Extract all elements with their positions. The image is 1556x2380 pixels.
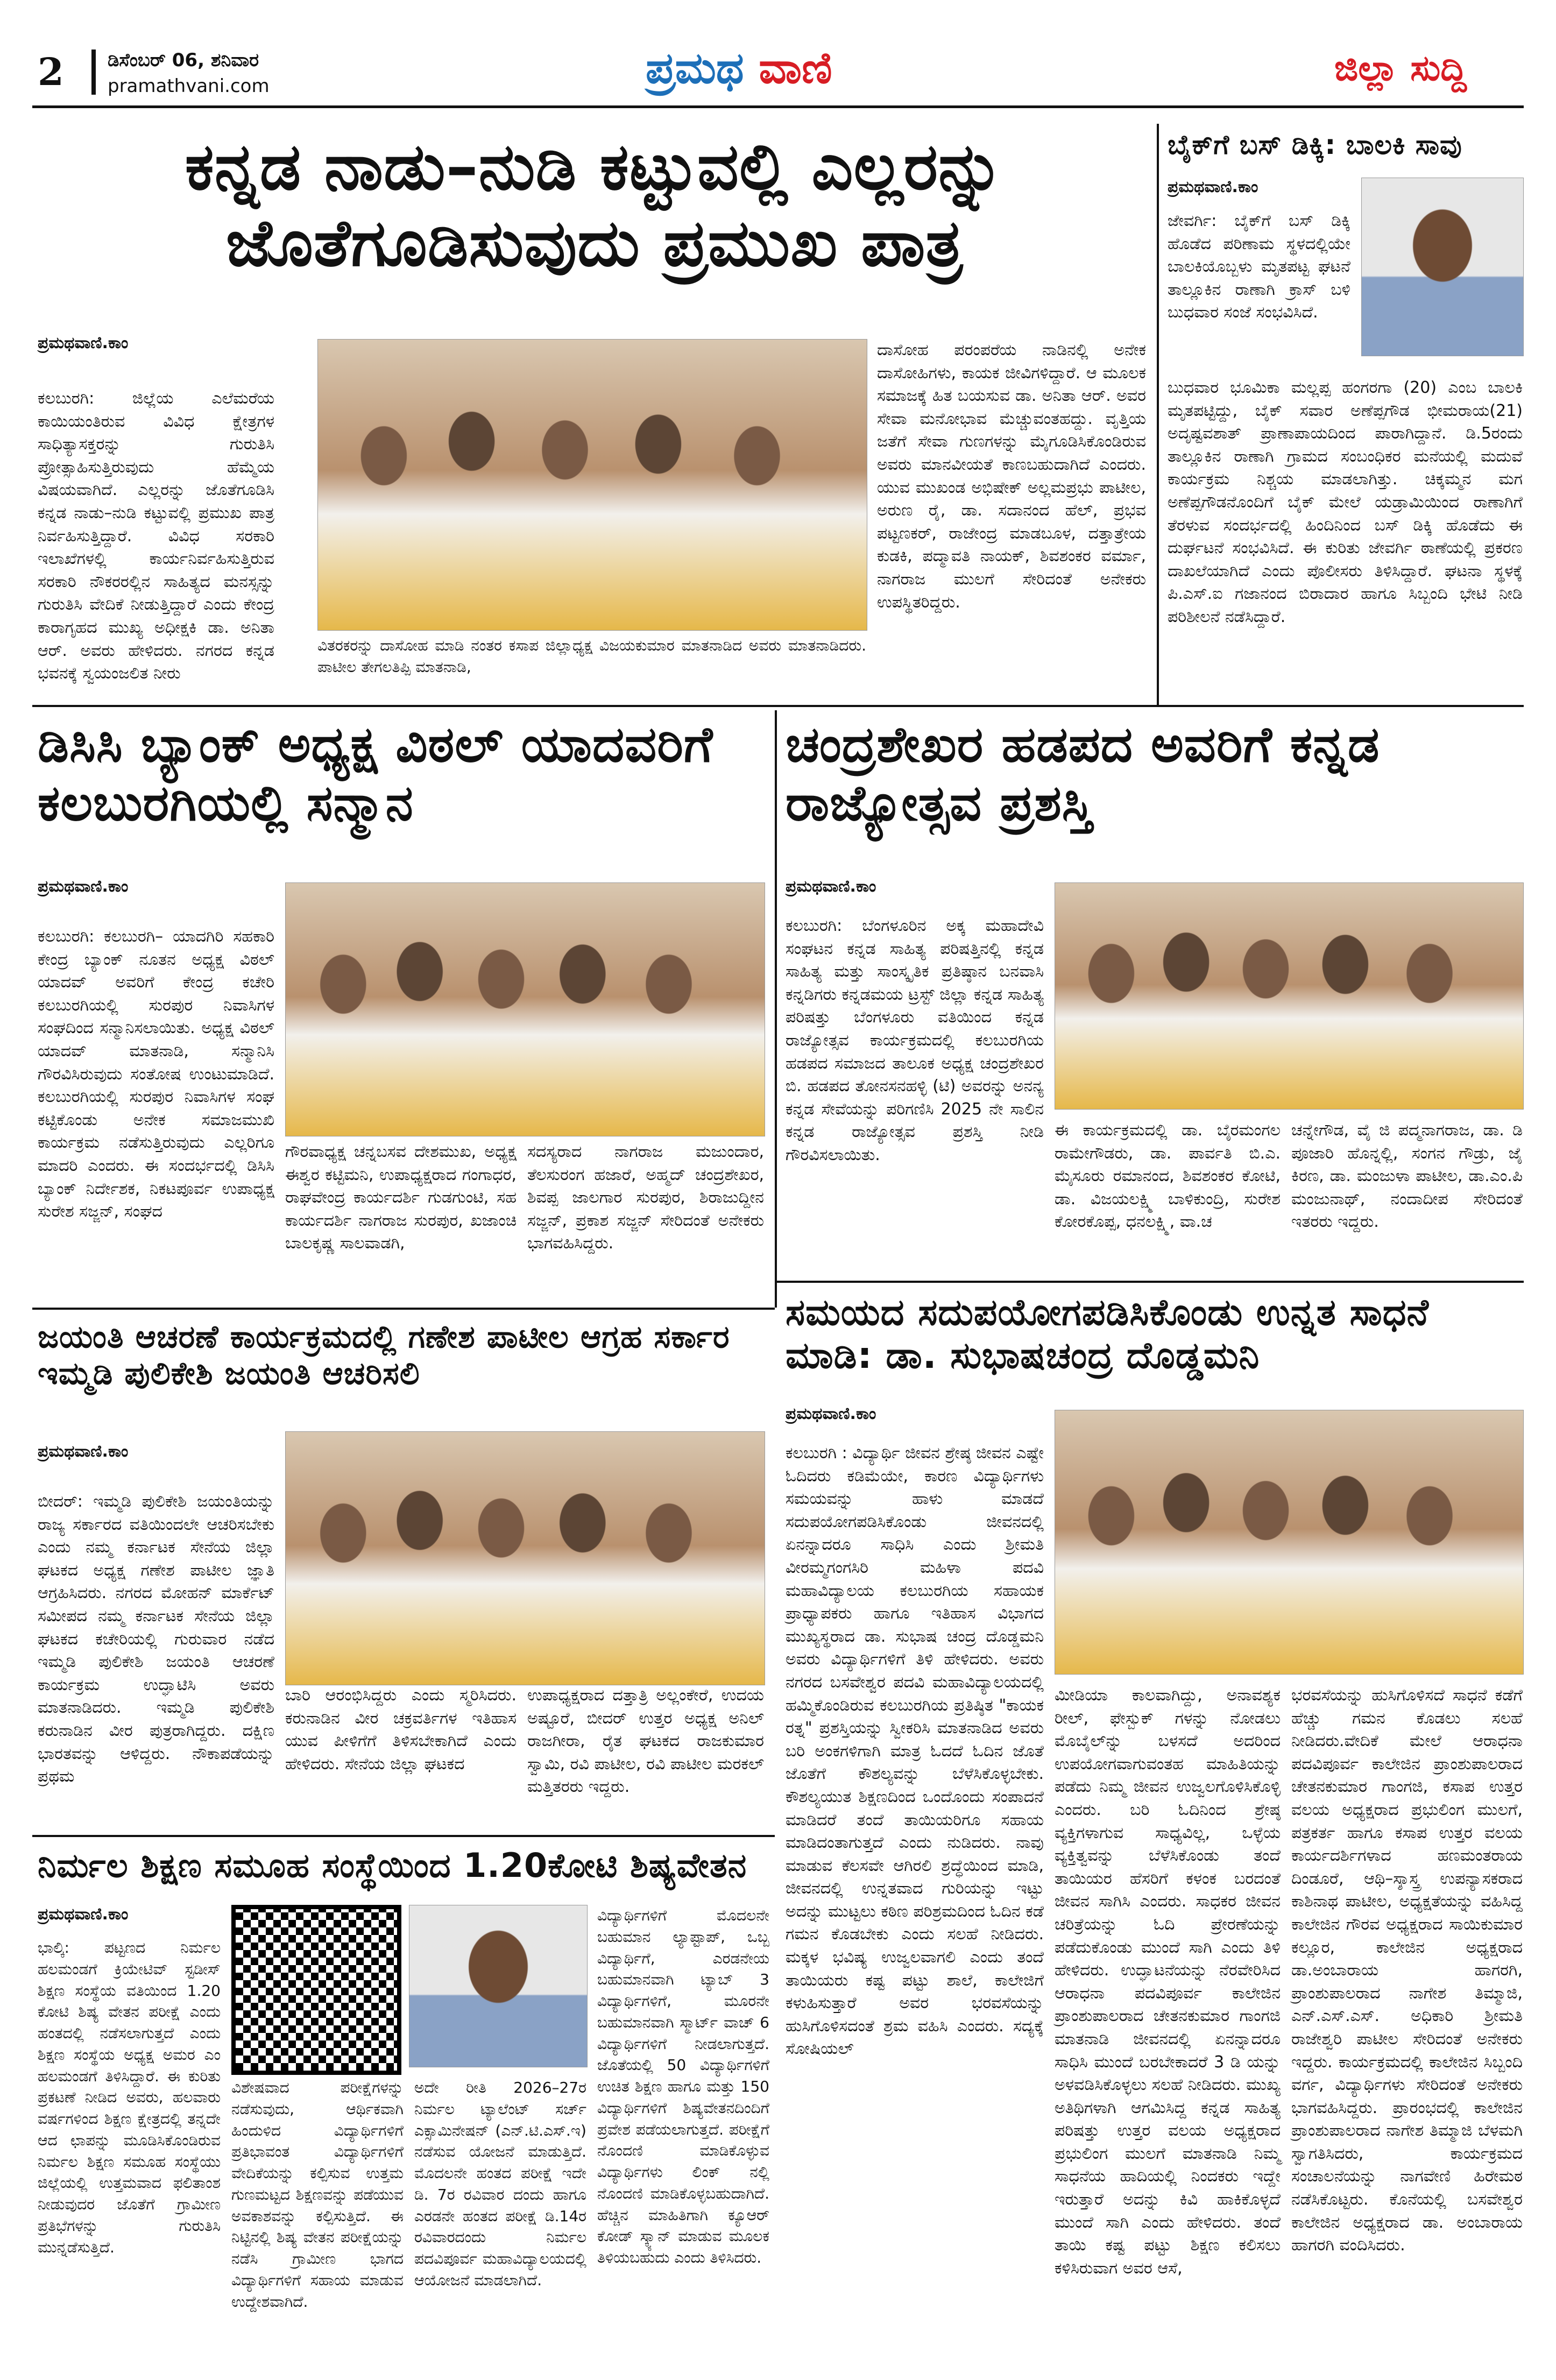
issue-date: ಡಿಸೆಂಬರ್ 06, ಶನಿವಾರ xyxy=(108,50,259,71)
row-divider-1 xyxy=(32,705,1524,707)
story2-photo xyxy=(1361,178,1524,356)
story6-column-1: ಕಲಬುರಗಿ : ವಿದ್ಯಾರ್ಥಿ ಜೀವನ ಶ್ರೇಷ್ಠ ಜೀವನ ಎಷ್ಟೇ ಓದಿದರು ಕಡಿಮೆಯೇ, ಕಾರಣ ವಿದ್ಯಾರ್ಥಿಗಳು ಸಮಯವನ್ನು ಹಾಳು ಮಾಡದೆ ಸದುಪಯೋಗಪಡಿಸಿಕೊಂಡು ಜೀವನದಲ್ಲಿ ಏನನ್ನಾದರೂ ಸಾಧಿಸಿ ಎಂದು ಶ್ರೀಮತಿ ವೀರಮ್ಮಗಂಗಸಿರಿ ಮಹಿಳಾ ಪದವಿ ಮಹಾವಿದ್ಯಾಲಯ ಕಲಬುರಗಿಯ ಸಹಾಯಕ ಪ್ರಾಧ್ಯಾಪಕರು ಹಾಗೂ ಇತಿಹಾಸ ವಿಭಾಗದ ಮುಖ್ಯಸ್ಥರಾದ ಡಾ. ಸುಭಾಷ ಚಂದ್ರ ದೊಡ್ಡಮನಿ ಅವರು ವಿದ್ಯಾರ್ಥಿಗಳಿಗೆ ತಿಳಿ ಹೇಳಿದರು. ಅವರು ನಗರದ ಬಸವೇಶ್ವರ ಪದವಿ ಮಹಾವಿದ್ಯಾಲಯದಲ್ಲಿ ಹಮ್ಮಿಕೊಂಡಿರುವ ಕಲಬುರಗಿಯ ಪ್ರತಿಷ್ಠಿತ "ಕಾಯಕ ರತ್ನ" ಪ್ರಶಸ್ತಿಯನ್ನು ಸ್ವೀಕರಿಸಿ ಮಾತನಾಡಿದ ಅವರು ಬರಿ ಅಂಕಗಳಿಗಾಗಿ ಮಾತ್ರ ಓದದೆ ಓದಿನ ಜೊತೆ ಜೊತೆಗೆ ಕೌಶಲ್ಯವನ್ನು ಬೆಳೆಸಿಕೊಳ್ಳಬೇಕು. ಕೌಶಲ್ಯಯುತ ಶಿಕ್ಷಣದಿಂದ ಒಂದೊಂದು ಸಂಪಾದನೆ ಮಾಡಿದರೆ ತಂದೆ ತಾಯಿಯರಿಗೂ ಸಹಾಯ ಮಾಡಿದಂತಾಗುತ್ತದೆ ಎಂದು ನುಡಿದರು. ನಾವು ಮಾಡುವ ಕೆಲಸವೇ ಆಗಿರಲಿ ಶ್ರದ್ಧೆಯಿಂದ ಮಾಡಿ, ಜೀವನದಲ್ಲಿ ಉನ್ನತವಾದ ಗುರಿಯನ್ನು ಇಟ್ಟು ಅದನ್ನು ಮುಟ್ಟಲು ಕಠಿಣ ಪರಿಶ್ರಮದಿಂದ ಓದಿನ ಕಡೆ ಗಮನ ಕೊಡಬೇಕು ಎಂದು ಸಲಹೆ ನೀಡಿದರು. ಮಕ್ಕಳ ಭವಿಷ್ಯ ಉಜ್ವಲವಾಗಲಿ ಎಂದು ತಂದೆ ತಾಯಿಯರು ಕಷ್ಟ ಪಟ್ಟು ಶಾಲೆ, ಕಾಲೇಜಿಗೆ ಕಳುಹಿಸುತ್ತಾರೆ ಅವರ ಭರವಸೆಯನ್ನು ಹುಸಿಗೊಳಿಸದಂತೆ ಶ್ರಮ ವಹಿಸಿ ಎಂದರು. ಸದ್ಯಕ್ಕೆ ಸೋಷಿಯಲ್ xyxy=(786,1444,1044,2059)
row-divider-4 xyxy=(32,1835,775,1837)
story6-photo xyxy=(1055,1410,1524,1675)
story6-column-2: ಮೀಡಿಯಾ ಕಾಲವಾಗಿದ್ದು, ಅನಾವಶ್ಯಕ ರೀಲ್, ಫೇಸ್ಬುಕ್ ಗಳನ್ನು ನೋಡಲು ಮೊಬೈಲ್‌ನ್ನು ಬಳಸದೆ ಅದರಿಂದ ಉಪಯೋಗವಾಗುವಂತಹ ಮಾಹಿತಿಯನ್ನು ಪಡೆದು ನಿಮ್ಮ ಜೀವನ ಉಜ್ವಲಗೊಳಿಸಿಕೊಳ್ಳಿ ಎಂದರು. ಬರಿ ಓದಿನಿಂದ ಶ್ರೇಷ್ಠ ವ್ಯಕ್ತಿಗಳಾಗುವ ಸಾಧ್ಯವಿಲ್ಲ, ಒಳ್ಳೆಯ ವ್ಯಕ್ತಿತ್ವವನ್ನು ಬೆಳೆಸಿಕೊಂಡು ತಂದೆ ತಾಯಿಯರ ಹೆಸರಿಗೆ ಕಳಂಕ ಬರದಂತೆ ಜೀವನ ಸಾಗಿಸಿ ಎಂದರು. ಸಾಧಕರ ಜೀವನ ಚರಿತ್ರೆಯನ್ನು ಓದಿ ಪ್ರೇರಣೆಯನ್ನು ಪಡೆದುಕೊಂಡು ಮುಂದೆ ಸಾಗಿ ಎಂದು ತಿಳಿ ಹೇಳಿದರು. ಉದ್ಘಾಟನೆಯನ್ನು ನೆರವೇರಿಸಿದ ಆರಾಧನಾ ಪದವಿಪೂರ್ವ ಕಾಲೇಜಿನ ಪ್ರಾಂಶುಪಾಲರಾದ ಚೇತನಕುಮಾರ ಗಾಂಗಜಿ ಮಾತನಾಡಿ ಜೀವನದಲ್ಲಿ ಏನನ್ನಾದರೂ ಸಾಧಿಸಿ ಮುಂದೆ ಬರಬೇಕಾದರೆ 3 ಡಿ ಯನ್ನು ಅಳವಡಿಸಿಕೊಳ್ಳಲು ಸಲಹೆ ನೀಡಿದರು. ಮುಖ್ಯ ಅತಿಥಿಗಳಾಗಿ ಆಗಮಿಸಿದ್ದ ಕನ್ನಡ ಸಾಹಿತ್ಯ ಪರಿಷತ್ತು ಉತ್ತರ ವಲಯ ಅಧ್ಯಕ್ಷರಾದ ಪ್ರಭುಲಿಂಗ ಮುಲಗೆ ಮಾತನಾಡಿ ನಿಮ್ಮ ಸಾಧನೆಯ ಹಾದಿಯಲ್ಲಿ ನಿಂದಕರು ಇದ್ದೇ ಇರುತ್ತಾರೆ ಅದನ್ನು ಕಿವಿ ಹಾಕಿಕೊಳ್ಳದೆ ಮುಂದೆ ಸಾಗಿ ಎಂದು ಹೇಳಿದರು. ತಂದೆ ತಾಯಿ ಕಷ್ಟ ಪಟ್ಟು ಶಿಕ್ಷಣ ಕಲಿಸಲು ಕಳಿಸಿರುವಾಗ ಅವರ ಆಸೆ, xyxy=(1055,1686,1281,2278)
story2-byline: ಪ್ರಮಥವಾಣಿ.ಕಾಂ xyxy=(1168,178,1258,196)
story5-byline: ಪ್ರಮಥವಾಣಿ.ಕಾಂ xyxy=(38,1442,129,1461)
story5-column-2: ಬಾರಿ ಆರಂಭಿಸಿದ್ದರು ಎಂದು ಸ್ಮರಿಸಿದರು. ಕರುನಾಡಿನ ವೀರ ಚಕ್ರವರ್ತಿಗಳ ಇತಿಹಾಸ ಯುವ ಪೀಳಿಗೆಗೆ ತಿಳಿಸಬೇಕಾಗಿದೆ ಎಂದು ಹೇಳಿದರು. ಸೇನೆಯ ಜಿಲ್ಲಾ ಘಟಕದ xyxy=(285,1686,517,1774)
story1-caption: ವಿತರಕರನ್ನು ದಾಸೋಹ ಮಾಡಿ ನಂತರ ಕಸಾಪ ಜಿಲ್ಲಾಧ್ಯಕ್ಷ ವಿಜಯಕುಮಾರ ಮಾತನಾಡಿದ ಅವರು ಮಾತನಾಡಿದರು. ಪಾಟೀಲ ತೇಗಲತಿಪ್ಪಿ ಮಾತನಾಡಿ, xyxy=(317,637,866,676)
header-rule xyxy=(32,105,1524,108)
story3-column-1: ಕಲಬುರಗಿ: ಕಲಬುರಗಿ– ಯಾದಗಿರಿ ಸಹಕಾರಿ ಕೇಂದ್ರ ಬ್ಯಾಂಕ್ ನೂತನ ಅಧ್ಯಕ್ಷ ವಿಠಲ್ ಯಾದವ್ ಅವರಿಗೆ ಕೇಂದ್ರ ಕಚೇರಿ ಕಲಬುರಗಿಯಲ್ಲಿ ಸುರಪುರ ನಿವಾಸಿಗಳ ಸಂಘದಿಂದ ಸನ್ಮಾನಿಸಲಾಯಿತು. ಅಧ್ಯಕ್ಷ ವಿಠಲ್ ಯಾದವ್ ಮಾತನಾಡಿ, ಸನ್ಮಾನಿಸಿ ಗೌರವಿಸಿರುವುದು ಸಂತೋಷ ಉಂಟುಮಾಡಿದೆ. ಕಲಬುರಗಿಯಲ್ಲಿ ಸುರಪುರ ನಿವಾಸಿಗಳ ಸಂಘ ಕಟ್ಟಿಕೊಂಡು ಅನೇಕ ಸಮಾಜಮುಖಿ ಕಾರ್ಯಕ್ರಮ ನಡೆಸುತ್ತಿರುವುದು ಎಲ್ಲರಿಗೂ ಮಾದರಿ ಎಂದರು. ಈ ಸಂದರ್ಭದಲ್ಲಿ ಡಿಸಿಸಿ ಬ್ಯಾಂಕ್ ನಿರ್ದೇಶಕ, ನಿಕಟಪೂರ್ವ ಉಪಾಧ್ಯಕ್ಷ ಸುರೇಶ ಸಜ್ಜನ್, ಸಂಘದ xyxy=(38,927,274,1221)
column-divider xyxy=(1157,124,1159,705)
column-divider-2 xyxy=(775,710,777,1308)
story3-column-3: ಸದಸ್ಯರಾದ ನಾಗರಾಜ ಮಜುಂದಾರ, ತೆಲಸುರಂಗ ಹಜಾರೆ, ಅಹ್ಮದ್ ಚಂದ್ರಶೇಖರ, ಶಿವಪ್ಪ ಜಾಲಗಾರ ಸುರಪುರ, ಶಿರಾಜುದ್ದೀನ ಸಜ್ಜನ್, ಪ್ರಕಾಶ ಸಜ್ಜನ್ ಸೇರಿದಂತೆ ಅನೇಕರು ಭಾಗವಹಿಸಿದ್ದರು. xyxy=(527,1142,764,1253)
story3-headline: ಡಿಸಿಸಿ ಬ್ಯಾಂಕ್ ಅಧ್ಯಕ್ಷ ವಿಠಲ್ ಯಾದವರಿಗೆ ಕಲಬುರಗಿಯಲ್ಲಿ ಸನ್ಮಾನ xyxy=(38,716,713,832)
story5-headline: ಜಯಂತಿ ಆಚರಣೆ ಕಾರ್ಯಕ್ರಮದಲ್ಲಿ ಗಣೇಶ ಪಾಟೀಲ ಆಗ್ರಹ ಸರ್ಕಾರ ಇಮ್ಮಡಿ ಪುಲಿಕೇಶಿ ಜಯಂತಿ ಆಚರಿಸಲಿ xyxy=(38,1318,730,1392)
row-divider-2 xyxy=(32,1308,775,1310)
story1-column-1: ಕಲಬುರಗಿ: ಜಿಲ್ಲೆಯ ಎಲೆಮರೆಯ ಕಾಯಿಯಂತಿರುವ ವಿವಿಧ ಕ್ಷೇತ್ರಗಳ ಸಾಧಿತ್ಯಾಸಕ್ತರನ್ನು ಗುರುತಿಸಿ ಪ್ರೋತ್ಸಾಹಿಸುತ್ತಿರುವುದು ಹೆಮ್ಮೆಯ ವಿಷಯವಾಗಿದೆ. ಎಲ್ಲರನ್ನು ಜೊತೆಗೂಡಿಸಿ ಕನ್ನಡ ನಾಡು–ನುಡಿ ಕಟ್ಟುವಲ್ಲಿ ಪ್ರಮುಖ ಪಾತ್ರ ನಿರ್ವಹಿಸುತ್ತಿದ್ದಾರೆ. ವಿವಿಧ ಸರಕಾರಿ ಇಲಾಖೆಗಳಲ್ಲಿ ಕಾರ್ಯನಿರ್ವಹಿಸುತ್ತಿರುವ ಸರಕಾರಿ ನೌಕರರಲ್ಲಿನ ಸಾಹಿತ್ಯದ ಮನಸ್ಸನ್ನು ಗುರುತಿಸಿ ವೇದಿಕೆ ನೀಡುತ್ತಿದ್ದಾರೆ ಎಂದು ಕೇಂದ್ರ ಕಾರಾಗೃಹದ ಮುಖ್ಯ ಅಧೀಕ್ಷಕಿ ಡಾ. ಅನಿತಾ ಆರ್. ಅವರು ಹೇಳಿದರು. ನಗರದ ಕನ್ನಡ ಭವನಕ್ಕೆ ಸ್ವಯಂಜಲಿತ ನೀರು xyxy=(38,389,274,683)
story6-column-3: ಭರವಸೆಯನ್ನು ಹುಸಿಗೊಳಿಸದೆ ಸಾಧನೆ ಕಡೆಗೆ ಹೆಚ್ಚು ಗಮನ ಕೊಡಲು ಸಲಹೆ ನೀಡಿದರು.ವೇದಿಕೆ ಮೇಲೆ ಆರಾಧನಾ ಪದವಿಪೂರ್ವ ಕಾಲೇಜಿನ ಪ್ರಾಂಶುಪಾಲರಾದ ಚೇತನಕುಮಾರ ಗಾಂಗಜಿ, ಕಸಾಪ ಉತ್ತರ ವಲಯ ಅಧ್ಯಕ್ಷರಾದ ಪ್ರಭುಲಿಂಗ ಮುಲಗೆ, ಪತ್ರಕರ್ತ ಹಾಗೂ ಕಸಾಪ ಉತ್ತರ ವಲಯ ಕಾರ್ಯದರ್ಶಿಗಳಾದ ಹಣಮಂತರಾಯ ದಿಂಡೂರೆ, ಆಥಿ–ಸ್ಶಾಸ್ತ್ರ ಉಪನ್ಯಾಸಕರಾದ ಕಾಶಿನಾಥ ಪಾಟೀಲ, ಅಧ್ಯಕ್ಷತೆಯನ್ನು ವಹಿಸಿದ್ದ ಕಾಲೇಜಿನ ಗೌರವ ಅಧ್ಯಕ್ಷರಾದ ಸಾಯಿಕುಮಾರ ಕಲ್ಲೂರ, ಕಾಲೇಜಿನ ಅಧ್ಯಕ್ಷರಾದ ಡಾ.ಅಂಬಾರಾಯ ಹಾಗರಗಿ, ಪ್ರಾಂಶುಪಾಲರಾದ ನಾಗೇಶ ತಿಮ್ಮಾಜಿ, ಎನ್.ಎಸ್.ಎಸ್. ಅಧಿಕಾರಿ ಶ್ರೀಮತಿ ರಾಜೇಶ್ವರಿ ಪಾಟೀಲ ಸೇರಿದಂತೆ ಅನೇಕರು ಇದ್ದರು. ಕಾರ್ಯಕ್ರಮದಲ್ಲಿ ಕಾಲೇಜಿನ ಸಿಬ್ಬಂದಿ ವರ್ಗ, ವಿದ್ಯಾರ್ಥಿಗಳು ಸೇರಿದಂತೆ ಅನೇಕರು ಭಾಗವಹಿಸಿದ್ದರು. ಪ್ರಾರಂಭದಲ್ಲಿ ಕಾಲೇಜಿನ ಪ್ರಾಂಶುಪಾಲರಾದ ನಾಗೇಶ ತಿಮ್ಮಾಜಿ ಬೆಳಮಗಿ ಸ್ವಾಗತಿಸಿದರು, ಕಾರ್ಯಕ್ರಮದ ಸಂಚಾಲನೆಯನ್ನು ನಾಗವೇಣಿ ಹಿರೇಮಠ ನಡೆಸಿಕೊಟ್ಟರು. ಕೊನೆಯಲ್ಲಿ ಬಸವೇಶ್ವರ ಕಾಲೇಜಿನ ಅಧ್ಯಕ್ಷರಾದ ಡಾ. ಅಂಬಾರಾಯ ಹಾಗರಗಿ ವಂದಿಸಿದರು. xyxy=(1291,1686,1523,2255)
story4-column-2: ಈ ಕಾರ್ಯಕ್ರಮದಲ್ಲಿ ಡಾ. ಬೈರಮಂಗಲ ರಾಮೇಗೌಡರು, ಡಾ. ಪಾರ್ವತಿ ಬಿ.ಎ. ಮೈಸೂರು ರಮಾನಂದ, ಶಿವಶಂಕರ ಕೋಟಿ, ಡಾ. ವಿಜಯಲಕ್ಷ್ಮಿ ಬಾಳಿಕುಂದ್ರಿ, ಸುರೇಶ ಕೋರಕೊಪ್ಪ, ಧನಲಕ್ಷ್ಮಿ, ವಾ.ಚ xyxy=(1055,1121,1281,1232)
story3-column-2: ಗೌರವಾಧ್ಯಕ್ಷ ಚನ್ನಬಸವ ದೇಶಮುಖ, ಅಧ್ಯಕ್ಷ ಈಶ್ವರ ಕಟ್ಟಿಮನಿ, ಉಪಾಧ್ಯಕ್ಷರಾದ ಗಂಗಾಧರ, ರಾಘವೇಂದ್ರ ಕಾರ್ಯದರ್ಶಿ ಗುಡಗುಂಟಿ, ಸಹ ಕಾರ್ಯದರ್ಶಿ ನಾಗರಾಜ ಸುರಪುರ, ಖಜಾಂಚಿ ಬಾಲಕೃಷ್ಣ ಸಾಲವಾಡಗಿ, xyxy=(285,1142,517,1253)
story2-side-text: ಜೇವರ್ಗಿ: ಬೈಕ್‌ಗೆ ಬಸ್ ಡಿಕ್ಕಿ ಹೊಡೆದ ಪರಿಣಾಮ ಸ್ಥಳದಲ್ಲಿಯೇ ಬಾಲಕಿಯೊಬ್ಬಳು ಮೃತಪಟ್ಟ ಘಟನೆ ತಾಲ್ಲೂಕಿನ ರಾಣಾಗಿ ಕ್ರಾಸ್ ಬಳಿ ಬುಧವಾರ ಸಂಜೆ ಸಂಭವಿಸಿದೆ. xyxy=(1168,211,1350,322)
story5-column-1: ಬೀದರ್: ಇಮ್ಮಡಿ ಪುಲಿಕೇಶಿ ಜಯಂತಿಯನ್ನು ರಾಜ್ಯ ಸರ್ಕಾರದ ವತಿಯಿಂದಲೇ ಆಚರಿಸಬೇಕು ಎಂದು ನಮ್ಮ ಕರ್ನಾಟಕ ಸೇನೆಯ ಜಿಲ್ಲಾ ಘಟಕದ ಅಧ್ಯಕ್ಷ ಗಣೇಶ ಪಾಟೀಲ ಜ್ಞಾತಿ ಆಗ್ರಹಿಸಿದರು. ನಗರದ ಮೋಹನ್ ಮಾರ್ಕೆಟ್ ಸಮೀಪದ ನಮ್ಮ ಕರ್ನಾಟಕ ಸೇನೆಯ ಜಿಲ್ಲಾ ಘಟಕದ ಕಚೇರಿಯಲ್ಲಿ ಗುರುವಾರ ನಡೆದ ಇಮ್ಮಡಿ ಪುಲಿಕೇಶಿ ಜಯಂತಿ ಆಚರಣೆ ಕಾರ್ಯಕ್ರಮ ಉದ್ಘಾಟಿಸಿ ಅವರು ಮಾತನಾಡಿದರು. ಇಮ್ಮಡಿ ಪುಲಿಕೇಶಿ ಕರುನಾಡಿನ ವೀರ ಪುತ್ರರಾಗಿದ್ದರು. ದಕ್ಷಿಣ ಭಾರತವನ್ನು ಆಳಿದ್ದರು. ನೌಕಾಪಡೆಯನ್ನು ಪ್ರಥಮ xyxy=(38,1492,274,1786)
masthead-part-1: ಪ್ರಮಥ xyxy=(646,43,744,93)
story1-photo xyxy=(317,339,867,631)
story4-column-1: ಕಲಬುರಗಿ: ಬೆಂಗಳೂರಿನ ಅಕ್ಕ ಮಹಾದೇವಿ ಸಂಘಟನ ಕನ್ನಡ ಸಾಹಿತ್ಯ ಪರಿಷತ್ತಿನಲ್ಲಿ ಕನ್ನಡ ಸಾಹಿತ್ಯ ಮತ್ತು ಸಾಂಸ್ಕೃತಿಕ ಪ್ರತಿಷ್ಠಾನ ಬನವಾಸಿ ಕನ್ನಡಿಗರು ಕನ್ನಡಮಯ ಟ್ರಸ್ಟ್ ಜಿಲ್ಲಾ ಕನ್ನಡ ಸಾಹಿತ್ಯ ಪರಿಷತ್ತು ಬೆಂಗಳೂರು ವತಿಯಿಂದ ಕನ್ನಡ ರಾಜ್ಯೋತ್ಸವ ಕಾರ್ಯಕ್ರಮದಲ್ಲಿ ಕಲಬುರಗಿಯ ಹಡಪದ ಸಮಾಜದ ತಾಲೂಕ ಅಧ್ಯಕ್ಷ ಚಂದ್ರಶೇಖರ ಬಿ. ಹಡಪದ ತೋನಸನಹಳ್ಳಿ (ಟಿ) ಅವರನ್ನು ಅನನ್ಯ ಕನ್ನಡ ಸೇವೆಯನ್ನು ಪರಿಗಣಿಸಿ 2025 ನೇ ಸಾಲಿನ ಕನ್ನಡ ರಾಜ್ಯೋತ್ಸವ ಪ್ರಶಸ್ತಿ ನೀಡಿ ಗೌರವಿಸಲಾಯಿತು. xyxy=(786,916,1044,1164)
story7-column-2: ವಿಶೇಷವಾದ ಪರೀಕ್ಷೆಗಳನ್ನು ನಡೆಸುವುದು, ಆರ್ಥಿಕವಾಗಿ ಹಿಂದುಳಿದ ವಿದ್ಯಾರ್ಥಿಗಳಿಗೆ ಪ್ರತಿಭಾವಂತ ವಿದ್ಯಾರ್ಥಿಗಳಿಗೆ ವೇದಿಕೆಯನ್ನು ಕಲ್ಪಿಸುವ ಉತ್ತಮ ಗುಣಮಟ್ಟದ ಶಿಕ್ಷಣವನ್ನು ಪಡೆಯುವ ಅವಕಾಶವನ್ನು ಕಲ್ಪಿಸುತ್ತಿದೆ. ಈ ನಿಟ್ಟಿನಲ್ಲಿ ಶಿಷ್ಯ ವೇತನ ಪರೀಕ್ಷೆಯನ್ನು ನಡೆಸಿ ಗ್ರಾಮೀಣ ಭಾಗದ ವಿದ್ಯಾರ್ಥಿಗಳಿಗೆ ಸಹಾಯ ಮಾಡುವ ಉದ್ದೇಶವಾಗಿದೆ. xyxy=(231,2079,404,2311)
story4-headline: ಚಂದ್ರಶೇಖರ ಹಡಪದ ಅವರಿಗೆ ಕನ್ನಡ ರಾಜ್ಯೋತ್ಸವ ಪ್ರಶಸ್ತಿ xyxy=(786,716,1380,832)
story6-byline: ಪ್ರಮಥವಾಣಿ.ಕಾಂ xyxy=(786,1404,876,1423)
story1-column-3: ದಾಸೋಹ ಪರಂಪರೆಯ ನಾಡಿನಲ್ಲಿ ಅನೇಕ ದಾಸೋಹಿಗಳು, ಕಾಯಕ ಜೀವಿಗಳಿದ್ದಾರೆ. ಆ ಮೂಲಕ ಸಮಾಜಕ್ಕೆ ಹಿತ ಬಯಸುವ ಡಾ. ಅನಿತಾ ಆರ್. ಅವರ ಸೇವಾ ಮನೋಭಾವ ಮೆಚ್ಚುವಂತಹದ್ದು. ವೃತ್ತಿಯ ಜತೆಗೆ ಸೇವಾ ಗುಣಗಳನ್ನು ಮೈಗೂಡಿಸಿಕೊಂಡಿರುವ ಅವರು ಮಾನವೀಯತೆ ಕಾಣಬಹುದಾಗಿದೆ ಎಂದರು. ಯುವ ಮುಖಂಡ ಅಭಿಷೇಕ್ ಅಲ್ಲಮಪ್ರಭು ಪಾಟೀಲ, ಅರುಣ ರೈ, ಡಾ. ಸದಾನಂದ ಹೆಲ್, ಪ್ರಭವ ಪಟ್ಟಣಕರ್, ರಾಜೇಂದ್ರ ಮಾಡಬೂಳ, ದತ್ತಾತ್ರೇಯ ಕುಡಕಿ, ಪದ್ಮಾವತಿ ನಾಯಕ್, ಶಿವಶಂಕರ ವರ್ಮಾ, ನಾಗರಾಜ ಮುಲಗೆ ಸೇರಿದಂತೆ ಅನೇಕರು ಉಪಸ್ಥಿತರಿದ್ದರು. xyxy=(877,341,1146,612)
story1-byline: ಪ್ರಮಥವಾಣಿ.ಕಾಂ xyxy=(38,334,129,352)
story1-headline: ಕನ್ನಡ ನಾಡು–ನುಡಿ ಕಟ್ಟುವಲ್ಲಿ ಎಲ್ಲರನ್ನು ಜೊತೆಗೂಡಿಸುವುದು ಪ್ರಮುಖ ಪಾತ್ರ xyxy=(185,130,1005,281)
story5-photo xyxy=(285,1431,765,1685)
story4-column-3: ಚನ್ನೇಗೌಡ, ವೈ ಜಿ ಪದ್ಮನಾಗರಾಜ, ಡಾ. ಡಿ ಪೂಜಾರಿ ಹೊನ್ನಲ್ಲಿ, ಸಂಗನ ಗೌಡ್ರು, ಜೈ ಕಿರಣ, ಡಾ. ಮಂಜುಳಾ ಪಾಟೀಲ, ಡಾ.ಎಂ.ಪಿ ಮಂಜುನಾಥ್, ನಂದಾದೀಪ ಸೇರಿದಂತೆ ಇತರರು ಇದ್ದರು. xyxy=(1291,1121,1523,1232)
story7-headline: ನಿರ್ಮಲ ಶಿಕ್ಷಣ ಸಮೂಹ ಸಂಸ್ಥೆಯಿಂದ 1.20ಕೋಟಿ ಶಿಷ್ಯವೇತನ xyxy=(38,1846,747,1885)
story2-body: ಬುಧವಾರ ಭೂಮಿಕಾ ಮಲ್ಲಪ್ಪ ಹಂಗರಗಾ (20) ಎಂಬ ಬಾಲಕಿ ಮೃತಪಟ್ಟಿದ್ದು, ಬೈಕ್ ಸವಾರ ಅಣೆಪ್ಪಗೌಡ ಭೀಮರಾಯ(21) ಅದೃಷ್ಟವಶಾತ್ ಪ್ರಾಣಾಪಾಯದಿಂದ ಪಾರಾಗಿದ್ದಾನೆ. ಡಿ.5ರಂದು ತಾಲ್ಲೂಕಿನ ರಾಣಾಗಿ ಗ್ರಾಮದ ಸಂಬಂಧಿಕರ ಮನೆಯಲ್ಲಿ ಮದುವೆ ಕಾರ್ಯಕ್ರಮ ನಿಶ್ಚಯ ಮಾಡಲಾಗಿತ್ತು. ಚಿಕ್ಕಮ್ಮನ ಮಗ ಅಣೆಪ್ಪಗೌಡನೊಂದಿಗೆ ಬೈಕ್ ಮೇಲೆ ಯಡ್ರಾಮಿಯಿಂದ ರಾಣಾಗಿಗೆ ತೆರಳುವ ಸಂದರ್ಭದಲ್ಲಿ ಹಿಂದಿನಿಂದ ಬಸ್ ಡಿಕ್ಕಿ ಹೊಡೆದು ಈ ದುರ್ಘಟನೆ ಸಂಭವಿಸಿದೆ. ಈ ಕುರಿತು ಜೇವರ್ಗಿ ಠಾಣೆಯಲ್ಲಿ ಪ್ರಕರಣ ದಾಖಲೆಯಾಗಿದೆ ಎಂದು ಪೊಲೀಸರು ತಿಳಿಸಿದ್ದಾರೆ. ಘಟನಾ ಸ್ಥಳಕ್ಕೆ ಪಿ.ಎಸ್.ಐ ಗಜಾನಂದ ಬಿರಾದಾರ ಹಾಗೂ ಸಿಬ್ಬಂದಿ ಭೇಟಿ ನೀಡಿ ಪರಿಶೀಲನೆ ನಡೆಸಿದ್ದಾರೆ. xyxy=(1168,378,1523,626)
story4-photo xyxy=(1055,882,1524,1110)
story7-byline: ಪ್ರಮಥವಾಣಿ.ಕಾಂ xyxy=(38,1905,129,1924)
story3-byline: ಪ್ರಮಥವಾಣಿ.ಕಾಂ xyxy=(38,877,129,896)
masthead-logo xyxy=(646,43,832,94)
masthead-part-2: ವಾಣಿ xyxy=(759,43,832,93)
section-title: ಜಿಲ್ಲಾ ಸುದ್ದಿ xyxy=(1334,47,1467,89)
story7-column-3: ಅದೇ ರೀತಿ 2026–27ರ ನಿರ್ಮಲ ಟ್ಯಾಲೆಂಟ್ ಸರ್ಚ್ ಎಕ್ಸಾಮಿನೇಷನ್ (ಎನ್.ಟಿ.ಎಸ್.ಇ) ನಡೆಸುವ ಯೋಜನೆ ಮಾಡುತ್ತಿದೆ. ಮೊದಲನೇ ಹಂತದ ಪರೀಕ್ಷೆ ಇದೇ ಡಿ. 7ರ ರವಿವಾರ ದಂದು ಹಾಗೂ ಎರಡನೇ ಹಂತದ ಪರೀಕ್ಷೆ ಡಿ.14ರ ರವಿವಾರದಂದು ನಿರ್ಮಲ ಪದವಿಪೂರ್ವ ಮಹಾವಿದ್ಯಾಲಯದಲ್ಲಿ ಆಯೋಜನೆ ಮಾಡಲಾಗಿದೆ. xyxy=(414,2079,586,2289)
row-divider-3 xyxy=(777,1281,1524,1283)
story7-column-1: ಭಾಲ್ಕಿ: ಪಟ್ಟಣದ ನಿರ್ಮಲ ಹಲಮಂಡಗೆ ಕ್ರಿಯೇಟಿವ್ ಸ್ಟಡೀಸ್ ಶಿಕ್ಷಣ ಸಂಸ್ಥೆಯ ವತಿಯಿಂದ 1.20 ಕೋಟಿ ಶಿಷ್ಯ ವೇತನ ಪರೀಕ್ಷೆ ಎಂದು ಹಂತದಲ್ಲಿ ನಡೆಸಲಾಗುತ್ತದೆ ಎಂದು ಶಿಕ್ಷಣ ಸಂಸ್ಥೆಯ ಅಧ್ಯಕ್ಷ ಅಮರ ಎಂ ಹಲಮಂಡಗೆ ತಿಳಿಸಿದ್ದಾರೆ. ಈ ಕುರಿತು ಪ್ರಕಟಣೆ ನೀಡಿದ ಅವರು, ಹಲವಾರು ವರ್ಷಗಳಿಂದ ಶಿಕ್ಷಣ ಕ್ಷೇತ್ರದಲ್ಲಿ ತನ್ನದೇ ಆದ ಛಾಪನ್ನು ಮೂಡಿಸಿಕೊಂಡಿರುವ ನಿರ್ಮಲ ಶಿಕ್ಷಣ ಸಮೂಹ ಸಂಸ್ಥೆಯು ಜಿಲ್ಲೆಯಲ್ಲಿ ಉತ್ತಮವಾದ ಫಲಿತಾಂಶ ನೀಡುವುದರ ಜೊತೆಗೆ ಗ್ರಾಮೀಣ ಪ್ರತಿಭೆಗಳನ್ನು ಗುರುತಿಸಿ ಮುನ್ನಡೆಸುತ್ತಿದೆ. xyxy=(38,1939,221,2256)
story7-photo xyxy=(409,1905,588,2067)
qr-code[interactable] xyxy=(231,1905,401,2075)
page-number: 2 xyxy=(38,50,64,94)
story6-headline: ಸಮಯದ ಸದುಪಯೋಗಪಡಿಸಿಕೊಂಡು ಉನ್ನತ ಸಾಧನೆ ಮಾಡಿ: ಡಾ. ಸುಭಾಷಚಂದ್ರ ದೊಡ್ಡಮನಿ xyxy=(786,1291,1430,1378)
story7-column-4: ವಿದ್ಯಾರ್ಥಿಗಳಿಗೆ ಮೊದಲನೇ ಬಹುಮಾನ ಲ್ಯಾಪ್ಟಾಪ್, ಒಬ್ಬ ವಿದ್ಯಾರ್ಥಿಗೆ, ಎರಡನೇಯ ಬಹುಮಾನವಾಗಿ ಟ್ಯಾಬ್ 3 ವಿದ್ಯಾರ್ಥಿಗಳಿಗೆ, ಮೂರನೇ ಬಹುಮಾನವಾಗಿ ಸ್ಮಾರ್ಟ್ ವಾಚ್ 6 ವಿದ್ಯಾರ್ಥಿಗಳಿಗೆ ನೀಡಲಾಗುತ್ತದೆ. ಜೊತೆಯಲ್ಲಿ 50 ವಿದ್ಯಾರ್ಥಿಗಳಿಗೆ ಉಚಿತ ಶಿಕ್ಷಣ ಹಾಗೂ ಮತ್ತು 150 ವಿದ್ಯಾರ್ಥಿಗಳಿಗೆ ಶಿಷ್ಯವೇತನದಿಂದಿಗೆ ಪ್ರವೇಶ ಪಡೆಯಲಾಗುತ್ತದೆ. ಪರೀಕ್ಷೆಗೆ ನೊಂದಣಿ ಮಾಡಿಕೊಳ್ಳುವ ವಿದ್ಯಾರ್ಥಿಗಳು ಲಿಂಕ್ ನಲ್ಲಿ ನೊಂದಣಿ ಮಾಡಿಕೊಳ್ಳಬಹುದಾಗಿದೆ. ಹೆಚ್ಚಿನ ಮಾಹಿತಿಗಾಗಿ ಕ್ಯೂಆರ್ ಕೋಡ್ ಸ್ಕ್ಯಾನ್ ಮಾಡುವ ಮೂಲಕ ತಿಳಿಯಬಹುದು ಎಂದು ತಿಳಿಸಿದರು. xyxy=(597,1906,769,2266)
story4-byline: ಪ್ರಮಥವಾಣಿ.ಕಾಂ xyxy=(786,877,876,896)
header-divider xyxy=(91,50,96,95)
story5-column-3: ಉಪಾಧ್ಯಕ್ಷರಾದ ದತ್ತಾತ್ರಿ ಅಲ್ಲಂಕೇರೆ, ಉದಯ ಅಷ್ಟೂರೆ, ಬೀದರ್ ಉತ್ತರ ಅಧ್ಯಕ್ಷ ಅನಿಲ್ ರಾಜಗೀರಾ, ರೈತ ಘಟಕದ ರಾಜಕುಮಾರ ಸ್ವಾಮಿ, ರವಿ ಪಾಟೀಲ, ರವಿ ಪಾಟೀಲ ಮರಕಲ್ ಮತ್ತಿತರರು ಇದ್ದರು. xyxy=(527,1686,764,1797)
story3-photo xyxy=(285,882,765,1136)
site-url[interactable]: pramathvani.com xyxy=(108,75,270,97)
story2-headline: ಬೈಕ್‌ಗೆ ಬಸ್ ಡಿಕ್ಕಿ: ಬಾಲಕಿ ಸಾವು xyxy=(1168,129,1462,160)
